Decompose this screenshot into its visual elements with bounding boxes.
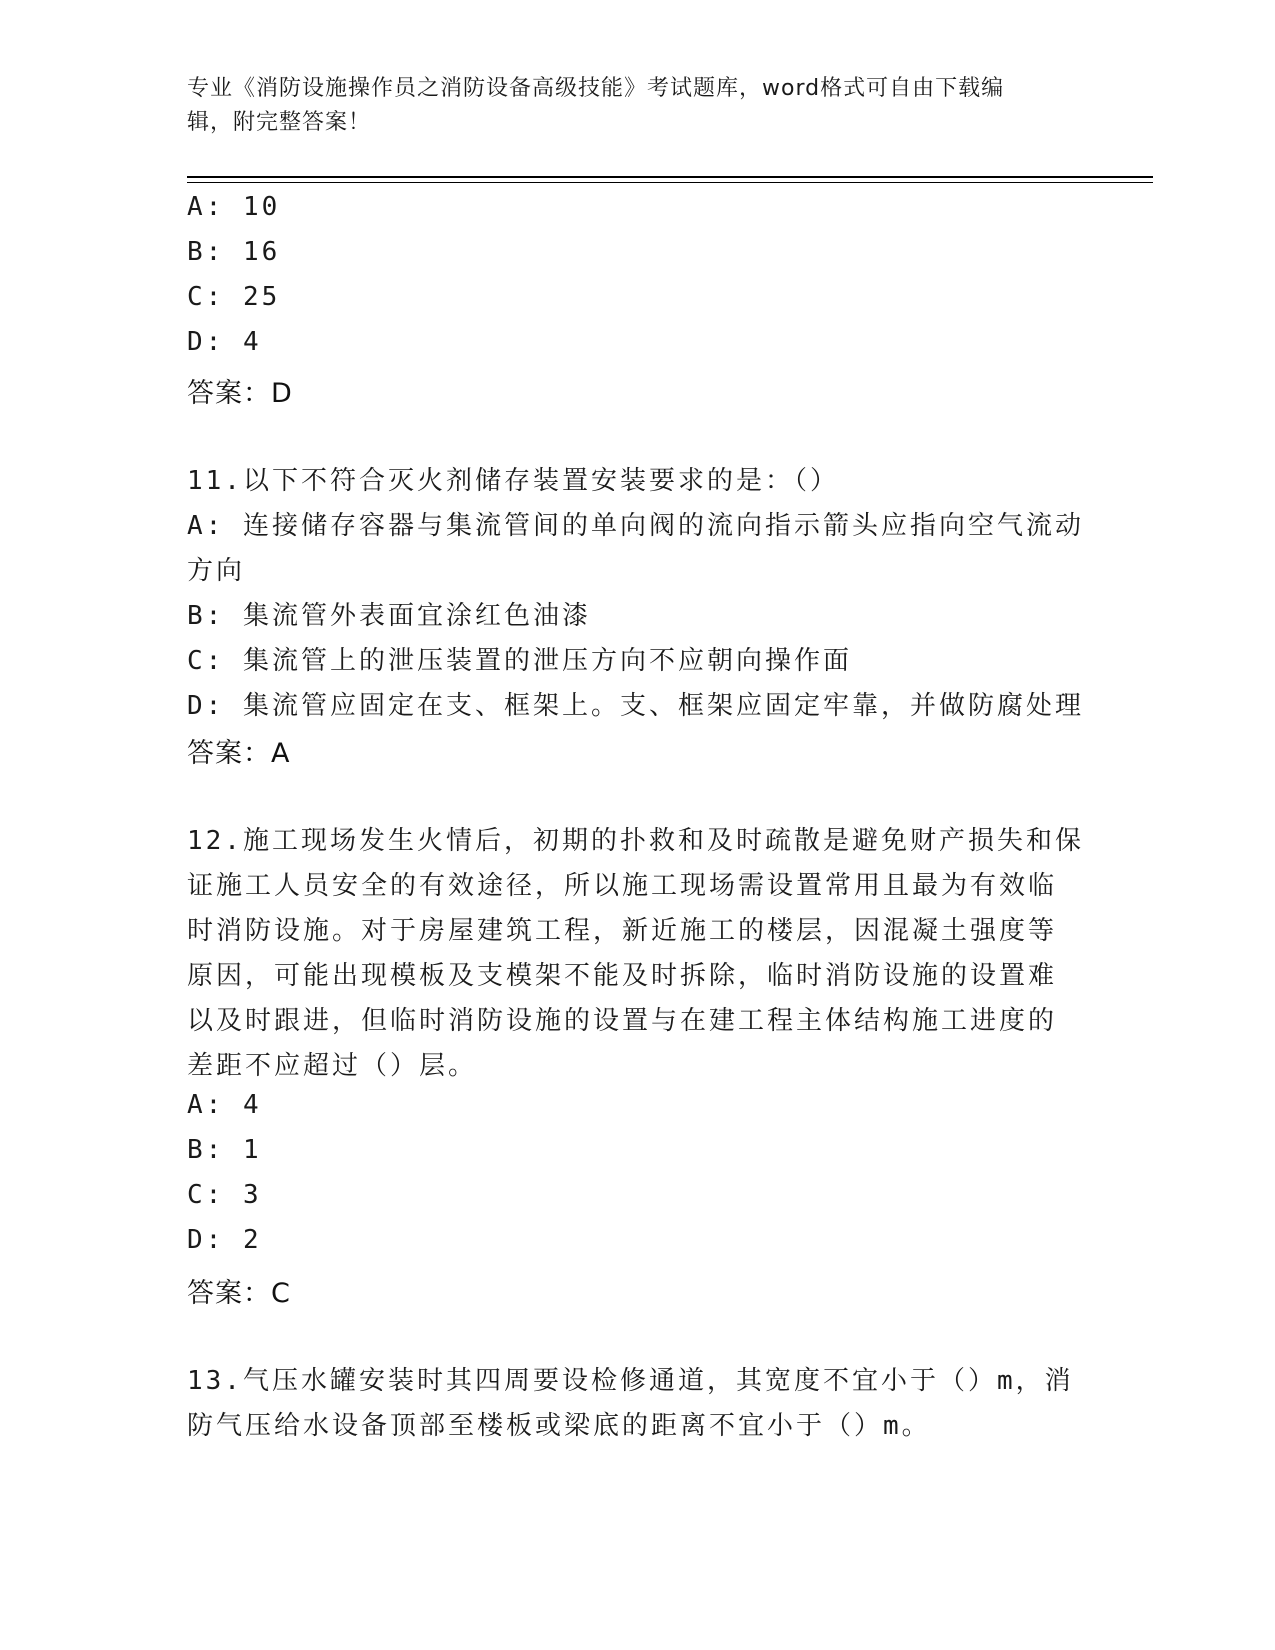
header-line-2: 辑，附完整答案！ (187, 110, 372, 135)
q10-answer: 答案：D (187, 378, 293, 409)
q10-option-c: C: 25 (187, 282, 281, 312)
document-header (187, 72, 1067, 140)
q11-option-c: C: 集流管上的泄压装置的泄压方向不应朝向操作面 (187, 646, 852, 676)
q10-option-d: D: 4 (187, 327, 262, 357)
q12-question-line-6: 差距不应超过（）层。 (187, 1051, 478, 1081)
q12-option-d: D: 2 (187, 1225, 262, 1255)
q10-option-a: A: 10 (187, 192, 281, 222)
q12-answer: 答案：C (187, 1278, 291, 1309)
q12-question-line-5: 以及时跟进，但临时消防设施的设置与在建工程主体结构施工进度的 (187, 1006, 1058, 1036)
header-line-1: 专业《消防设施操作员之消防设备高级技能》考试题库，word格式可自由下载编 (187, 76, 1005, 101)
q12-option-a: A: 4 (187, 1090, 262, 1120)
q11-answer: 答案：A (187, 738, 291, 769)
q11-option-a-line-2: 方向 (187, 556, 246, 586)
q11-option-a-line-1: A: 连接储存容器与集流管间的单向阀的流向指示箭头应指向空气流动 (187, 511, 1084, 541)
q10-option-b: B: 16 (187, 237, 281, 267)
q11-option-d: D: 集流管应固定在支、框架上。支、框架应固定牢靠，并做防腐处理 (187, 691, 1084, 721)
q12-option-c: C: 3 (187, 1180, 262, 1210)
q12-question-line-4: 原因，可能出现模板及支模架不能及时拆除，临时消防设施的设置难 (187, 961, 1058, 991)
q11-option-b: B: 集流管外表面宜涂红色油漆 (187, 601, 591, 631)
header-rule-thin (187, 182, 1153, 183)
q13-question-line-1: 13.气压水罐安装时其四周要设检修通道，其宽度不宜小于（）m，消 (187, 1366, 1074, 1396)
header-rule-thick (187, 176, 1153, 178)
q11-question: 11.以下不符合灭火剂储存装置安装要求的是：（） (187, 466, 839, 496)
q13-question-line-2: 防气压给水设备顶部至楼板或梁底的距离不宜小于（）m。 (187, 1411, 931, 1441)
q12-question-line-3: 时消防设施。对于房屋建筑工程，新近施工的楼层，因混凝土强度等 (187, 916, 1058, 946)
q12-question-line-1: 12.施工现场发生火情后，初期的扑救和及时疏散是避免财产损失和保 (187, 826, 1084, 856)
q12-option-b: B: 1 (187, 1135, 262, 1165)
q12-question-line-2: 证施工人员安全的有效途径，所以施工现场需设置常用且最为有效临 (187, 871, 1058, 901)
